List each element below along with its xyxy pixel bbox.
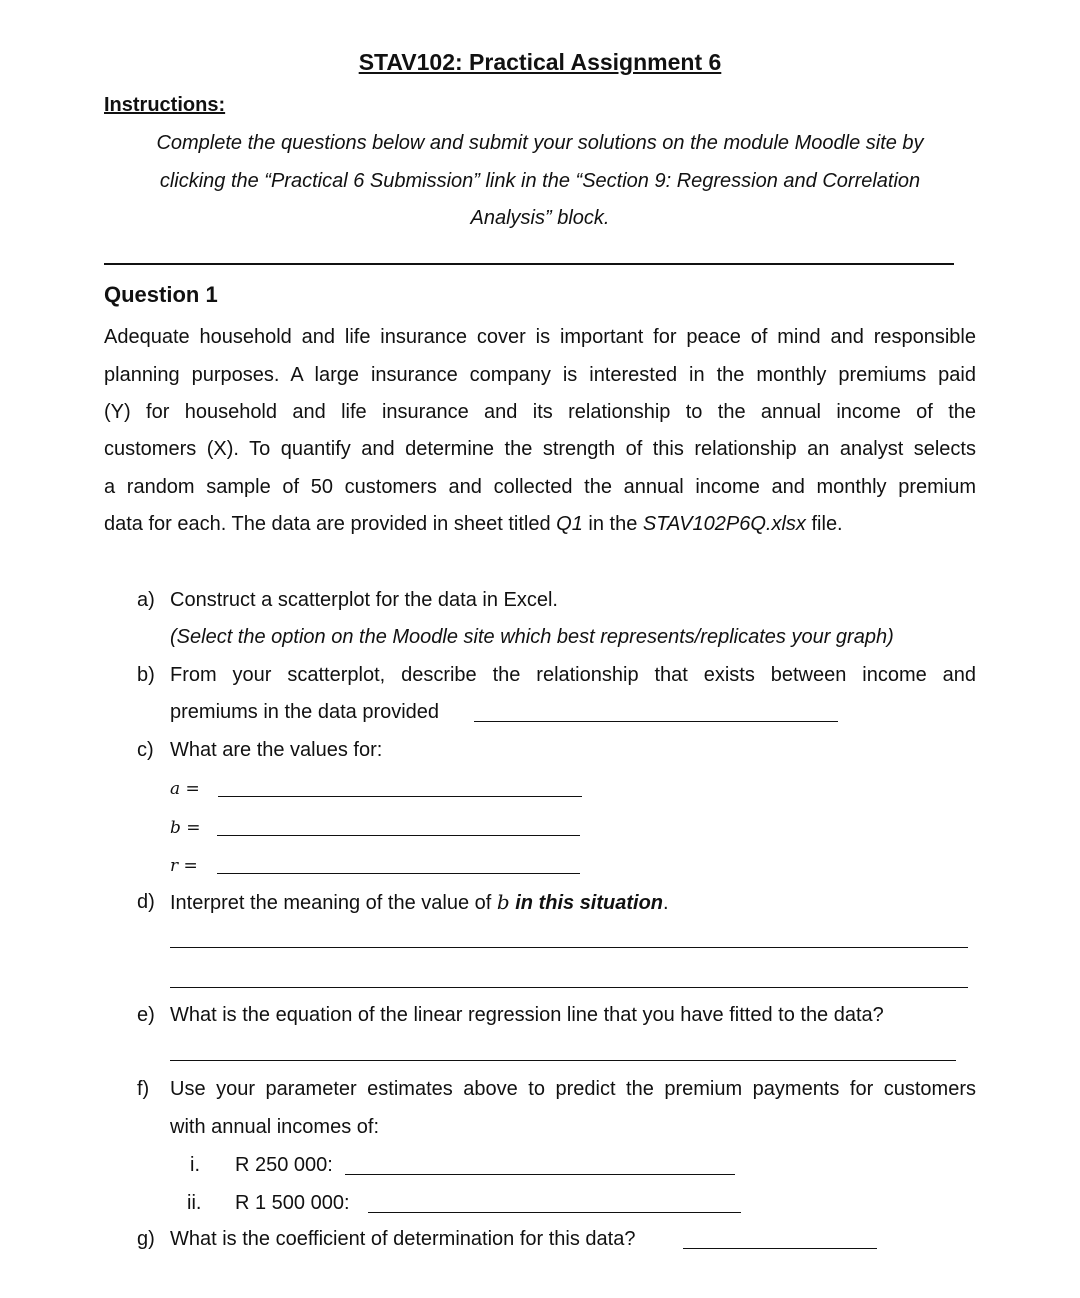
- instructions-line: Analysis” block.: [470, 207, 610, 229]
- part-b-text: premiums in the data provided: [170, 701, 440, 723]
- paragraph-line: planning purposes. A large insurance company is interested in the monthly premiums paid: [104, 364, 976, 386]
- var-a-label: a =: [170, 779, 200, 799]
- item-ii-text: R 1 500 000:: [235, 1192, 350, 1214]
- part-d-text: [170, 890, 669, 915]
- page-title: STAV102: Practical Assignment 6: [358, 49, 722, 75]
- part-d-label: d): [137, 891, 155, 913]
- answer-blank-d2[interactable]: [170, 969, 968, 988]
- paragraph-line: [104, 512, 843, 536]
- part-a-text: Construct a scatterplot for the data in Excel.: [170, 589, 558, 611]
- instructions-line: clicking the “Practical 6 Submission” link in the “Section 9: Regression and Correlation: [159, 170, 921, 192]
- answer-blank-f-ii[interactable]: [368, 1194, 741, 1213]
- part-f-text: Use your parameter estimates above to predict the premium payments for customers: [170, 1078, 976, 1100]
- part-a-note: (Select the option on the Moodle site which best represents/replicates your graph): [170, 626, 894, 648]
- part-c-text: What are the values for:: [170, 739, 383, 761]
- answer-blank-b[interactable]: [474, 703, 838, 722]
- instructions-heading: Instructions:: [104, 94, 226, 116]
- item-i-text: R 250 000:: [235, 1154, 333, 1176]
- part-g-text: What is the coefficient of determination for this data?: [170, 1228, 636, 1250]
- paragraph-line: customers (X). To quantify and determine the strength of this relationship an analyst selects: [104, 438, 976, 460]
- part-e-label: e): [137, 1004, 155, 1026]
- answer-blank-g[interactable]: [683, 1230, 877, 1249]
- var-b: b: [496, 890, 510, 914]
- part-f-text: with annual incomes of:: [170, 1116, 380, 1138]
- instructions-line: Complete the questions below and submit your solutions on the module Moodle site by: [156, 132, 924, 154]
- file-name: STAV102P6Q.xlsx: [642, 513, 806, 535]
- part-g-label: g): [137, 1228, 155, 1250]
- item-ii-label: ii.: [187, 1192, 202, 1214]
- text: data for each. The data are provided in sheet titled: [104, 513, 557, 535]
- answer-blank-e[interactable]: [170, 1042, 956, 1061]
- answer-blank-a[interactable]: [218, 778, 582, 797]
- part-e-text: What is the equation of the linear regression line that you have fitted to the data?: [170, 1004, 884, 1026]
- sheet-name: Q1: [556, 513, 583, 535]
- text: file.: [805, 513, 843, 535]
- answer-blank-r[interactable]: [217, 855, 580, 874]
- text: .: [663, 892, 669, 914]
- text: in the: [582, 513, 643, 535]
- part-a-label: a): [137, 589, 155, 611]
- section-divider: [104, 263, 954, 265]
- question-heading: Question 1: [104, 282, 218, 307]
- var-r-label: r =: [170, 856, 198, 876]
- answer-blank-f-i[interactable]: [345, 1156, 735, 1175]
- var-b-label: b =: [170, 818, 201, 838]
- part-f-label: f): [137, 1078, 150, 1100]
- text: Interpret the meaning of the value of: [170, 892, 497, 914]
- paragraph-line: (Y) for household and life insurance and its relationship to the annual income of the: [104, 401, 976, 423]
- part-b-label: b): [137, 664, 155, 686]
- answer-blank-d1[interactable]: [170, 929, 968, 948]
- answer-blank-b-value[interactable]: [217, 817, 580, 836]
- paragraph-line: a random sample of 50 customers and collected the annual income and monthly premium: [104, 476, 976, 498]
- part-b-text: From your scatterplot, describe the relationship that exists between income and: [170, 664, 976, 686]
- paragraph-line: Adequate household and life insurance cover is important for peace of mind and responsible: [104, 326, 976, 348]
- item-i-label: i.: [190, 1154, 200, 1176]
- part-c-label: c): [137, 739, 154, 761]
- emphasis: in this situation: [509, 892, 664, 914]
